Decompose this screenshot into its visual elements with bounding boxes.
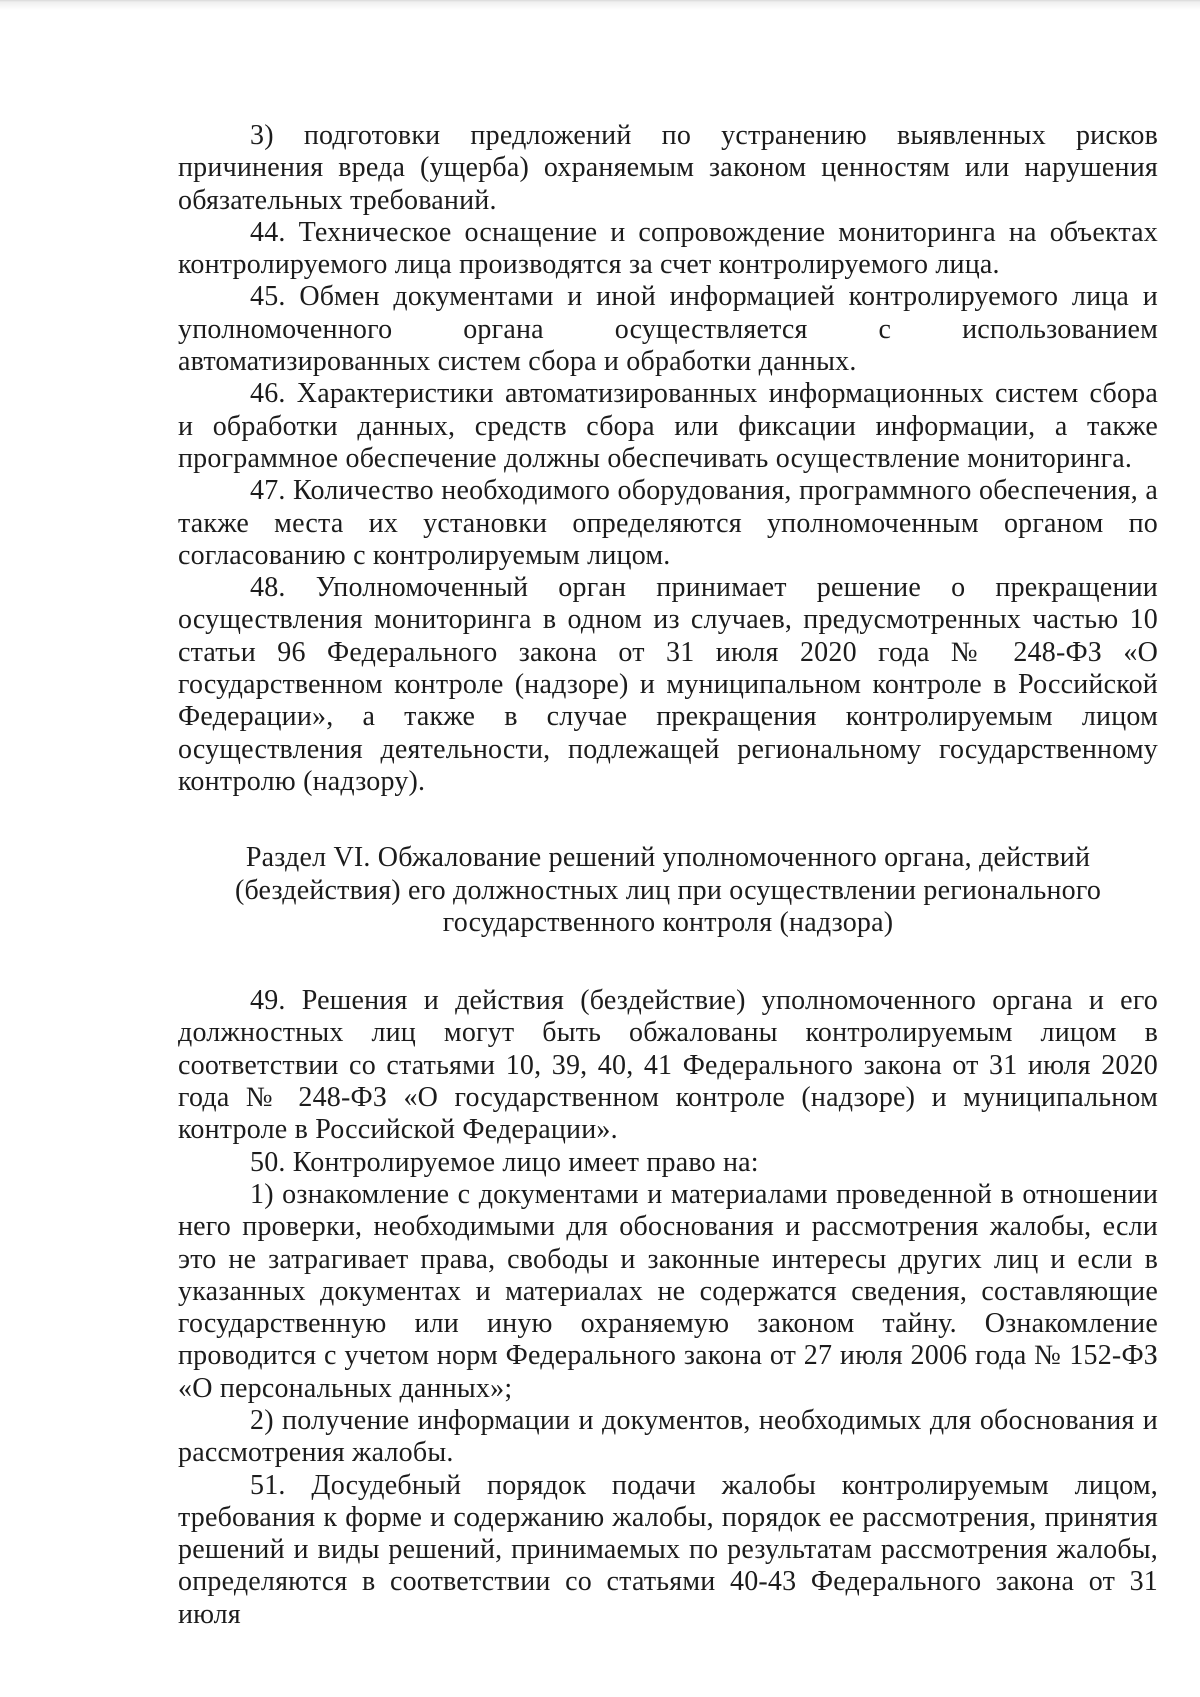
paragraph-50-item-2: 2) получение информации и документов, необходимых для обоснования и рассмотрения жалобы. [178, 1404, 1158, 1469]
paragraph-50: 50. Контролируемое лицо имеет право на: [250, 1146, 759, 1178]
paragraph-44: 44. Техническое оснащение и сопровождение мониторинга на объектах контролируемого лица производятся за счет контролируемого лица. [178, 216, 1158, 281]
paragraph-45: 45. Обмен документами и иной информацией контролируемого лица и уполномоченного органа осуществляется с использованием автоматизированных систем сбора и обработки данных. [178, 281, 1158, 378]
paragraph-item-3: 3) подготовки предложений по устранению выявленных рисков причинения вреда (ущерба) охраняемым законом ценностям или нарушения обязательных требований. [178, 120, 1158, 216]
paragraph-49: 49. Решения и действия (бездействие) уполномоченного органа и его должностных лиц могут быть обжалованы контролируемым лицом в соответствии со статьями 10, 39, 40, 41 Федерального закона от 31 июля 2020 года № 248-ФЗ «О государственном контроле (надзоре) и муниципальном контроле в Российской Федерации». [178, 985, 1158, 1146]
paragraph-47: 47. Количество необходимого оборудования, программного обеспечения, а также места их установки определяются уполномоченным органом по согласованию с контролируемым лицом. [178, 475, 1158, 571]
scan-top-edge [0, 0, 1200, 14]
paragraph-51: 51. Досудебный порядок подачи жалобы контролируемым лицом, требования к форме и содержанию жалобы, порядок ее рассмотрения, принятия решений и виды решений, принимаемых по результатам рассмотрения жалобы, определяются в соответствии со статьями 40-43 Федерального закона от 31 июля [178, 1469, 1158, 1630]
document-page [178, 120, 1158, 1631]
section-heading: Раздел VI. Обжалование решений уполномоченного органа, действий (бездействия) его должностных лиц при осуществлении регионального государственного контроля (надзора) [234, 842, 1102, 938]
paragraph-50-item-1: 1) ознакомление с документами и материалами проведенной в отношении него проверки, необходимыми для обоснования и рассмотрения жалобы, если это не затрагивает права, свободы и законные интересы других лиц и если в указанных документах и материалах не содержатся сведения, составляющие государственную или иную охраняемую законом тайну. Ознакомление проводится с учетом норм Федерального закона от 27 июля 2006 года № 152-ФЗ «О персональных данных»; [178, 1178, 1158, 1404]
paragraph-46: 46. Характеристики автоматизированных информационных систем сбора и обработки данных, средств сбора или фиксации информации, а также программное обеспечение должны обеспечивать осуществление мониторинга. [178, 378, 1158, 474]
paragraph-48: 48. Уполномоченный орган принимает решение о прекращении осуществления мониторинга в одном из случаев, предусмотренных частью 10 статьи 96 Федерального закона от 31 июля 2020 года № 248-ФЗ «О государственном контроле (надзоре) и муниципальном контроле в Российской Федерации», а также в случае прекращения контролируемым лицом осуществления деятельности, подлежащей региональному государственному контролю (надзору). [178, 572, 1158, 797]
